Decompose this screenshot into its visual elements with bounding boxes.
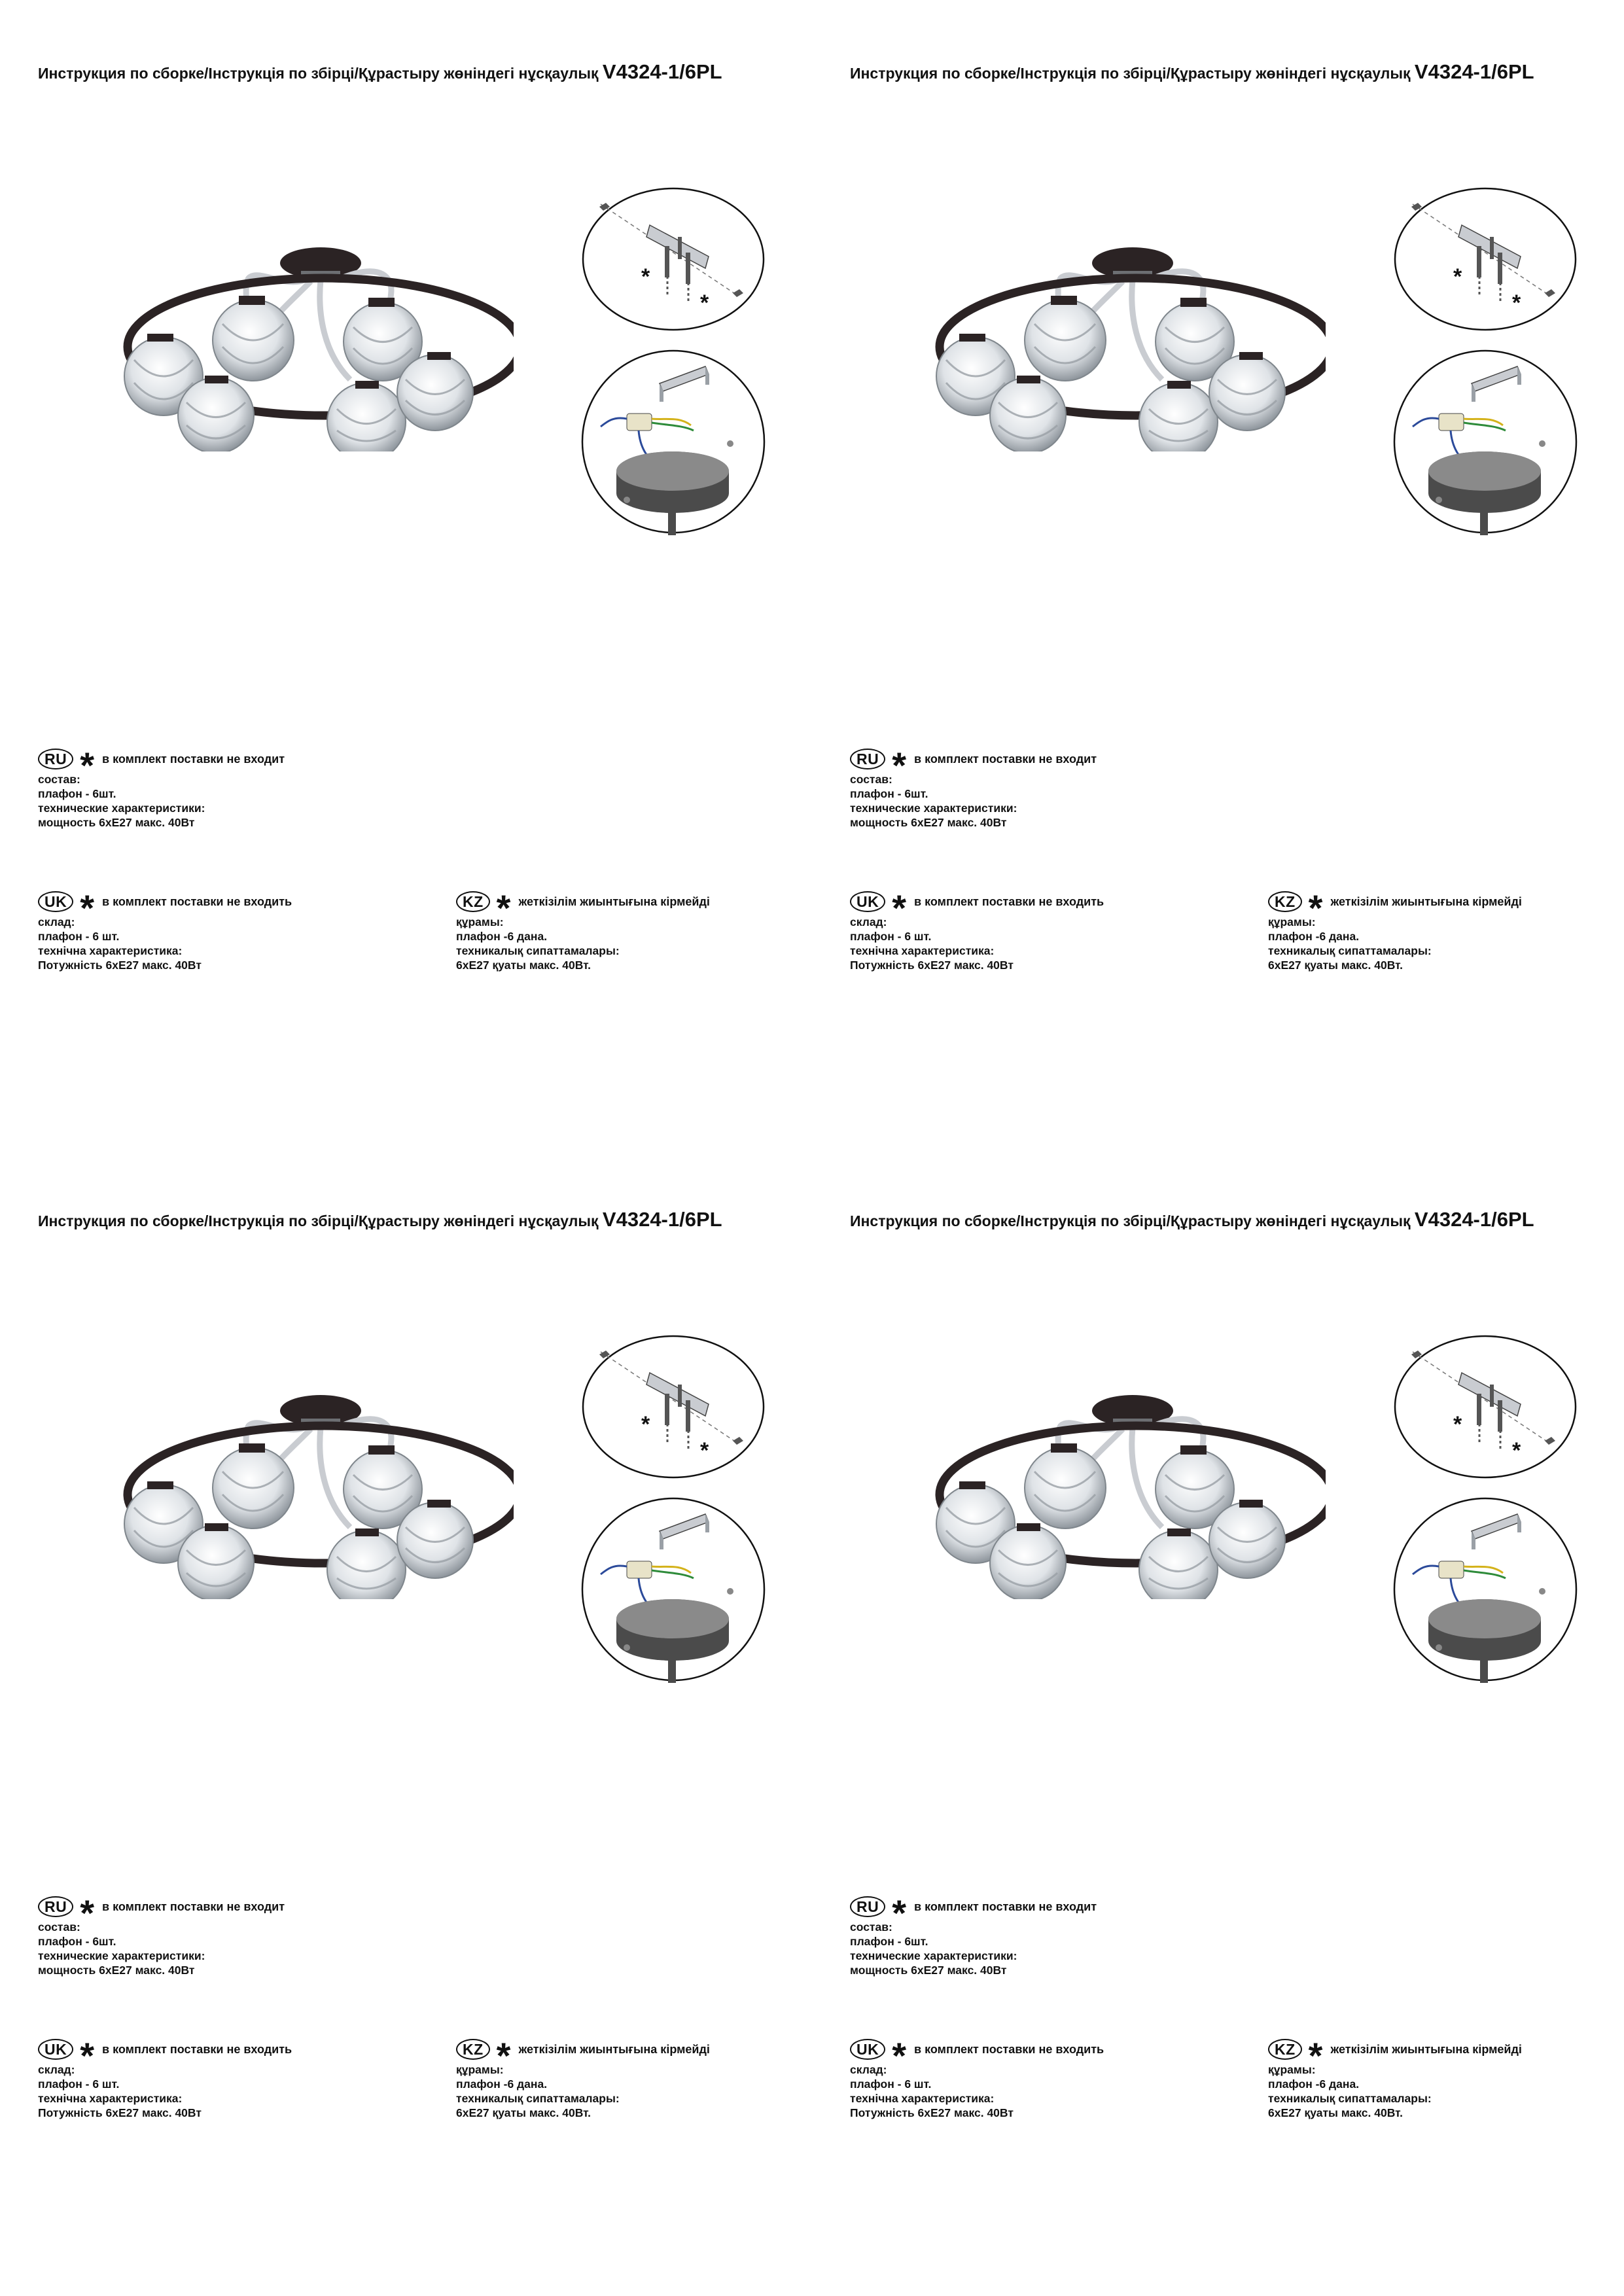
title-prefix: Инструкция по сборке/Інструкція по збірці/Құрастыру жөніндегі нұсқаулық bbox=[38, 1212, 603, 1229]
specs-label: технические характеристики: bbox=[850, 1949, 1017, 1962]
composition-label: склад: bbox=[850, 915, 887, 928]
language-badge-ru: RU bbox=[38, 749, 73, 769]
asterisk-icon: * bbox=[80, 745, 95, 786]
power-spec: мощность 6xE27 макс. 40Вт bbox=[850, 816, 1007, 829]
asterisk-icon: * bbox=[1308, 887, 1323, 928]
asterisk-icon: * bbox=[496, 2035, 511, 2076]
not-included-note: жеткізілім жиынтығына кірмейді bbox=[518, 895, 710, 908]
specs-label: технічна характеристика: bbox=[38, 944, 183, 957]
specs-label: технические характеристики: bbox=[38, 802, 205, 815]
kz-section bbox=[1268, 2035, 1522, 2120]
asterisk-icon: * bbox=[80, 2035, 95, 2076]
asterisk-icon: * bbox=[1308, 2035, 1323, 2076]
composition-label: құрамы: bbox=[456, 915, 504, 928]
page-title bbox=[850, 1208, 1534, 1231]
shade-count: плафон - 6шт. bbox=[38, 1935, 116, 1948]
ru-section bbox=[850, 1892, 1097, 1977]
asterisk-icon: * bbox=[80, 1892, 95, 1934]
uk-section bbox=[38, 2035, 292, 2120]
specs-label: технічна характеристика: bbox=[850, 944, 995, 957]
instruction-sheet-3 bbox=[0, 1148, 812, 2295]
composition-label: состав: bbox=[850, 773, 892, 786]
not-included-note: в комплект поставки не входить bbox=[102, 2043, 292, 2056]
asterisk-icon: * bbox=[892, 745, 907, 786]
chandelier-illustration bbox=[108, 1390, 514, 1599]
kz-section bbox=[456, 2035, 710, 2120]
language-badge-uk: UK bbox=[38, 2039, 73, 2060]
composition-label: состав: bbox=[38, 1920, 80, 1934]
not-included-mark: * bbox=[1453, 1412, 1462, 1437]
kz-section bbox=[1268, 887, 1522, 972]
shade-count: плафон - 6 шт. bbox=[38, 930, 120, 943]
composition-label: склад: bbox=[850, 2063, 887, 2076]
asterisk-icon: * bbox=[892, 1892, 907, 1934]
specs-label: техникалық сипаттамалары: bbox=[456, 2092, 620, 2105]
language-badge-kz: KZ bbox=[1268, 2039, 1302, 2060]
not-included-note: в комплект поставки не входит bbox=[102, 1900, 285, 1913]
shade-count: плафон - 6шт. bbox=[38, 787, 116, 800]
not-included-mark: * bbox=[1512, 1438, 1521, 1463]
uk-section bbox=[850, 2035, 1104, 2120]
power-spec: 6xE27 қуаты макс. 40Вт. bbox=[456, 2106, 591, 2119]
wiring-diagram bbox=[1393, 348, 1578, 535]
not-included-note: жеткізілім жиынтығына кірмейді bbox=[518, 2043, 710, 2056]
not-included-note: в комплект поставки не входить bbox=[914, 2043, 1104, 2056]
mounting-bracket-diagram bbox=[581, 1333, 766, 1480]
not-included-note: в комплект поставки не входит bbox=[102, 752, 285, 766]
asterisk-icon: * bbox=[892, 2035, 907, 2076]
shade-count: плафон - 6шт. bbox=[850, 1935, 928, 1948]
language-badge-uk: UK bbox=[850, 891, 885, 912]
wiring-diagram bbox=[1393, 1496, 1578, 1683]
composition-label: состав: bbox=[850, 1920, 892, 1934]
mounting-bracket-diagram bbox=[581, 186, 766, 332]
shade-count: плафон - 6шт. bbox=[850, 787, 928, 800]
power-spec: Потужність 6xE27 макс. 40Вт bbox=[850, 959, 1014, 972]
power-spec: мощность 6xE27 макс. 40Вт bbox=[850, 1964, 1007, 1977]
model-number: V4324-1/6PL bbox=[602, 60, 722, 83]
model-number: V4324-1/6PL bbox=[1414, 60, 1534, 83]
shade-count: плафон - 6 шт. bbox=[850, 930, 932, 943]
page-title bbox=[38, 1208, 722, 1231]
language-badge-ru: RU bbox=[850, 1896, 885, 1917]
not-included-mark: * bbox=[700, 291, 709, 315]
mounting-bracket-diagram bbox=[1393, 186, 1578, 332]
uk-section bbox=[850, 887, 1104, 972]
not-included-mark: * bbox=[641, 1412, 650, 1437]
language-badge-kz: KZ bbox=[456, 891, 490, 912]
power-spec: мощность 6xE27 макс. 40Вт bbox=[38, 816, 195, 829]
ru-section bbox=[850, 747, 1097, 830]
specs-label: технічна характеристика: bbox=[850, 2092, 995, 2105]
uk-section bbox=[38, 887, 292, 972]
language-badge-kz: KZ bbox=[1268, 891, 1302, 912]
not-included-note: в комплект поставки не входить bbox=[914, 895, 1104, 908]
ru-section bbox=[38, 1892, 285, 1977]
model-number: V4324-1/6PL bbox=[1414, 1208, 1534, 1231]
wiring-diagram bbox=[581, 1496, 766, 1683]
title-prefix: Инструкция по сборке/Інструкція по збірці/Құрастыру жөніндегі нұсқаулық bbox=[850, 1212, 1415, 1229]
mounting-bracket-diagram bbox=[1393, 1333, 1578, 1480]
language-badge-uk: UK bbox=[38, 891, 73, 912]
shade-count: плафон - 6 шт. bbox=[850, 2077, 932, 2091]
not-included-mark: * bbox=[641, 264, 650, 289]
power-spec: 6xE27 қуаты макс. 40Вт. bbox=[456, 959, 591, 972]
instruction-sheet-2 bbox=[812, 0, 1624, 1148]
chandelier-illustration bbox=[108, 242, 514, 451]
composition-label: склад: bbox=[38, 2063, 75, 2076]
composition-label: склад: bbox=[38, 915, 75, 928]
power-spec: Потужність 6xE27 макс. 40Вт bbox=[38, 959, 202, 972]
title-prefix: Инструкция по сборке/Інструкція по збірці/Құрастыру жөніндегі нұсқаулық bbox=[38, 65, 603, 82]
specs-label: техникалық сипаттамалары: bbox=[456, 944, 620, 957]
chandelier-illustration bbox=[920, 242, 1326, 451]
kz-section bbox=[456, 887, 710, 972]
chandelier-illustration bbox=[920, 1390, 1326, 1599]
instruction-sheet-1 bbox=[0, 0, 812, 1148]
shade-count: плафон -6 дана. bbox=[1268, 930, 1360, 943]
not-included-mark: * bbox=[1453, 264, 1462, 289]
composition-label: состав: bbox=[38, 773, 80, 786]
ru-section bbox=[38, 747, 285, 830]
asterisk-icon: * bbox=[496, 887, 511, 928]
not-included-note: в комплект поставки не входит bbox=[914, 1900, 1097, 1913]
power-spec: Потужність 6xE27 макс. 40Вт bbox=[38, 2106, 202, 2119]
page-title bbox=[38, 60, 722, 84]
title-prefix: Инструкция по сборке/Інструкція по збірці/Құрастыру жөніндегі нұсқаулық bbox=[850, 65, 1415, 82]
power-spec: Потужність 6xE27 макс. 40Вт bbox=[850, 2106, 1014, 2119]
wiring-diagram bbox=[581, 348, 766, 535]
language-badge-ru: RU bbox=[38, 1896, 73, 1917]
specs-label: техникалық сипаттамалары: bbox=[1268, 2092, 1432, 2105]
language-badge-uk: UK bbox=[850, 2039, 885, 2060]
not-included-note: в комплект поставки не входить bbox=[102, 895, 292, 908]
not-included-note: в комплект поставки не входит bbox=[914, 752, 1097, 766]
shade-count: плафон - 6 шт. bbox=[38, 2077, 120, 2091]
not-included-note: жеткізілім жиынтығына кірмейді bbox=[1330, 895, 1522, 908]
asterisk-icon: * bbox=[80, 887, 95, 928]
specs-label: технические характеристики: bbox=[850, 802, 1017, 815]
asterisk-icon: * bbox=[892, 887, 907, 928]
shade-count: плафон -6 дана. bbox=[456, 930, 548, 943]
composition-label: құрамы: bbox=[1268, 915, 1316, 928]
power-spec: 6xE27 қуаты макс. 40Вт. bbox=[1268, 2106, 1403, 2119]
not-included-mark: * bbox=[700, 1438, 709, 1463]
shade-count: плафон -6 дана. bbox=[456, 2077, 548, 2091]
specs-label: технические характеристики: bbox=[38, 1949, 205, 1962]
not-included-note: жеткізілім жиынтығына кірмейді bbox=[1330, 2043, 1522, 2056]
page-title bbox=[850, 60, 1534, 84]
power-spec: 6xE27 қуаты макс. 40Вт. bbox=[1268, 959, 1403, 972]
shade-count: плафон -6 дана. bbox=[1268, 2077, 1360, 2091]
specs-label: техникалық сипаттамалары: bbox=[1268, 944, 1432, 957]
not-included-mark: * bbox=[1512, 291, 1521, 315]
instruction-sheet-4 bbox=[812, 1148, 1624, 2295]
composition-label: құрамы: bbox=[456, 2063, 504, 2076]
power-spec: мощность 6xE27 макс. 40Вт bbox=[38, 1964, 195, 1977]
model-number: V4324-1/6PL bbox=[602, 1208, 722, 1231]
language-badge-kz: KZ bbox=[456, 2039, 490, 2060]
composition-label: құрамы: bbox=[1268, 2063, 1316, 2076]
language-badge-ru: RU bbox=[850, 749, 885, 769]
specs-label: технічна характеристика: bbox=[38, 2092, 183, 2105]
